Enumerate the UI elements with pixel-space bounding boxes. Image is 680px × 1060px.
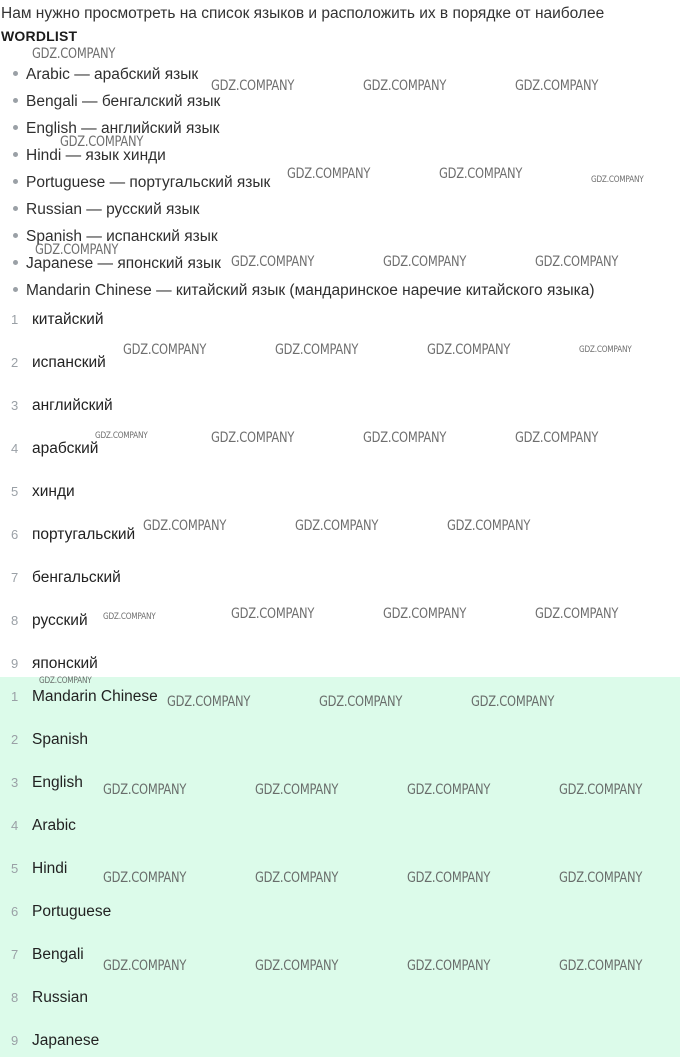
ranking-row xyxy=(0,901,680,931)
watermark: GDZ.COMPANY xyxy=(103,958,187,974)
watermark: GDZ.COMPANY xyxy=(32,46,116,62)
watermark: GDZ.COMPANY xyxy=(559,782,643,798)
rank-number: 3 xyxy=(11,775,19,790)
watermark: GDZ.COMPANY xyxy=(143,518,227,534)
wordlist-item: Japanese — японский язык xyxy=(11,253,595,280)
watermark: GDZ.COMPANY xyxy=(211,78,295,94)
rank-number: 7 xyxy=(11,570,19,585)
watermark: GDZ.COMPANY xyxy=(211,430,295,446)
rank-number: 6 xyxy=(11,527,19,542)
watermark: GDZ.COMPANY xyxy=(255,958,339,974)
ranking-row xyxy=(0,686,680,716)
wordlist-item: Spanish — испанский язык xyxy=(11,226,595,253)
bullet-icon xyxy=(13,260,18,265)
intro-text: Нам нужно просмотреть на список языков и расположить их в порядке от наиболее xyxy=(1,5,605,22)
rank-number: 5 xyxy=(11,861,19,876)
watermark: GDZ.COMPANY xyxy=(287,166,371,182)
ranking-row xyxy=(0,309,680,339)
rank-label: Spanish xyxy=(32,731,89,748)
watermark: GDZ.COMPANY xyxy=(515,430,599,446)
rank-label: португальский xyxy=(32,526,136,543)
watermark: GDZ.COMPANY xyxy=(591,175,644,185)
wordlist xyxy=(11,64,595,307)
rank-label: японский xyxy=(32,655,98,672)
ranking-row xyxy=(0,438,680,468)
watermark: GDZ.COMPANY xyxy=(103,782,187,798)
ranking-row xyxy=(0,395,680,425)
ranking-english xyxy=(0,677,680,1057)
watermark: GDZ.COMPANY xyxy=(559,870,643,886)
bullet-icon xyxy=(13,179,18,184)
ranking-russian xyxy=(0,307,680,677)
rank-label: Arabic xyxy=(32,817,76,834)
watermark: GDZ.COMPANY xyxy=(60,134,144,150)
watermark: GDZ.COMPANY xyxy=(383,606,467,622)
wordlist-item: Mandarin Chinese — китайский язык (мандаринское наречие китайского языка) xyxy=(11,280,595,307)
rank-label: хинди xyxy=(32,483,75,500)
watermark: GDZ.COMPANY xyxy=(255,782,339,798)
rank-number: 1 xyxy=(11,689,19,704)
rank-number: 9 xyxy=(11,656,19,671)
rank-number: 8 xyxy=(11,613,19,628)
wordlist-item: English — английский язык xyxy=(11,118,595,145)
watermark: GDZ.COMPANY xyxy=(535,606,619,622)
ranking-row xyxy=(0,481,680,511)
watermark: GDZ.COMPANY xyxy=(123,342,207,358)
ranking-row xyxy=(0,567,680,597)
rank-label: китайский xyxy=(32,311,104,328)
watermark: GDZ.COMPANY xyxy=(39,676,92,686)
watermark: GDZ.COMPANY xyxy=(471,694,555,710)
watermark: GDZ.COMPANY xyxy=(559,958,643,974)
watermark: GDZ.COMPANY xyxy=(427,342,511,358)
wordlist-item: Portuguese — португальский язык xyxy=(11,172,595,199)
rank-number: 2 xyxy=(11,732,19,747)
rank-number: 2 xyxy=(11,355,19,370)
watermark: GDZ.COMPANY xyxy=(383,254,467,270)
bullet-icon xyxy=(13,233,18,238)
bullet-icon xyxy=(13,125,18,130)
bullet-icon xyxy=(13,98,18,103)
watermark: GDZ.COMPANY xyxy=(407,870,491,886)
rank-number: 7 xyxy=(11,947,19,962)
bullet-icon xyxy=(13,287,18,292)
rank-label: арабский xyxy=(32,440,99,457)
wordlist-item: Arabic — арабский язык xyxy=(11,64,595,91)
rank-number: 6 xyxy=(11,904,19,919)
watermark: GDZ.COMPANY xyxy=(103,870,187,886)
watermark: GDZ.COMPANY xyxy=(439,166,523,182)
watermark: GDZ.COMPANY xyxy=(579,345,632,355)
ranking-row xyxy=(0,987,680,1017)
wordlist-item: Hindi — язык хинди xyxy=(11,145,595,172)
watermark: GDZ.COMPANY xyxy=(319,694,403,710)
watermark: GDZ.COMPANY xyxy=(275,342,359,358)
wordlist-item: Russian — русский язык xyxy=(11,199,595,226)
watermark: GDZ.COMPANY xyxy=(103,612,156,622)
watermark: GDZ.COMPANY xyxy=(95,431,148,441)
rank-number: 4 xyxy=(11,818,19,833)
ranking-row xyxy=(0,772,680,802)
wordlist-label: WORDLIST xyxy=(1,28,78,44)
watermark: GDZ.COMPANY xyxy=(255,870,339,886)
watermark: GDZ.COMPANY xyxy=(167,694,251,710)
ranking-row xyxy=(0,610,680,640)
rank-number: 3 xyxy=(11,398,19,413)
watermark: GDZ.COMPANY xyxy=(407,782,491,798)
watermark: GDZ.COMPANY xyxy=(363,430,447,446)
rank-number: 8 xyxy=(11,990,19,1005)
rank-label: Hindi xyxy=(32,860,68,877)
bullet-icon xyxy=(13,71,18,76)
watermark: GDZ.COMPANY xyxy=(231,606,315,622)
watermark: GDZ.COMPANY xyxy=(535,254,619,270)
watermark: GDZ.COMPANY xyxy=(363,78,447,94)
ranking-row xyxy=(0,1030,680,1060)
rank-number: 5 xyxy=(11,484,19,499)
bullet-icon xyxy=(13,152,18,157)
rank-label: English xyxy=(32,774,83,791)
rank-number: 1 xyxy=(11,312,19,327)
wordlist-item: Bengali — бенгалский язык xyxy=(11,91,595,118)
ranking-row xyxy=(0,729,680,759)
rank-number: 4 xyxy=(11,441,19,456)
ranking-row xyxy=(0,524,680,554)
watermark: GDZ.COMPANY xyxy=(295,518,379,534)
rank-label: Mandarin Chinese xyxy=(32,688,158,705)
rank-label: бенгальский xyxy=(32,569,121,586)
ranking-row xyxy=(0,815,680,845)
watermark: GDZ.COMPANY xyxy=(447,518,531,534)
watermark: GDZ.COMPANY xyxy=(515,78,599,94)
ranking-row xyxy=(0,858,680,888)
ranking-row xyxy=(0,944,680,974)
watermark: GDZ.COMPANY xyxy=(407,958,491,974)
rank-label: английский xyxy=(32,397,113,414)
rank-label: Russian xyxy=(32,989,88,1006)
rank-label: Bengali xyxy=(32,946,84,963)
rank-label: Japanese xyxy=(32,1032,100,1049)
bullet-icon xyxy=(13,206,18,211)
watermark: GDZ.COMPANY xyxy=(231,254,315,270)
rank-label: Portuguese xyxy=(32,903,112,920)
rank-label: русский xyxy=(32,612,88,629)
rank-number: 9 xyxy=(11,1033,19,1048)
ranking-row xyxy=(0,352,680,382)
watermark: GDZ.COMPANY xyxy=(35,242,119,258)
rank-label: испанский xyxy=(32,354,106,371)
